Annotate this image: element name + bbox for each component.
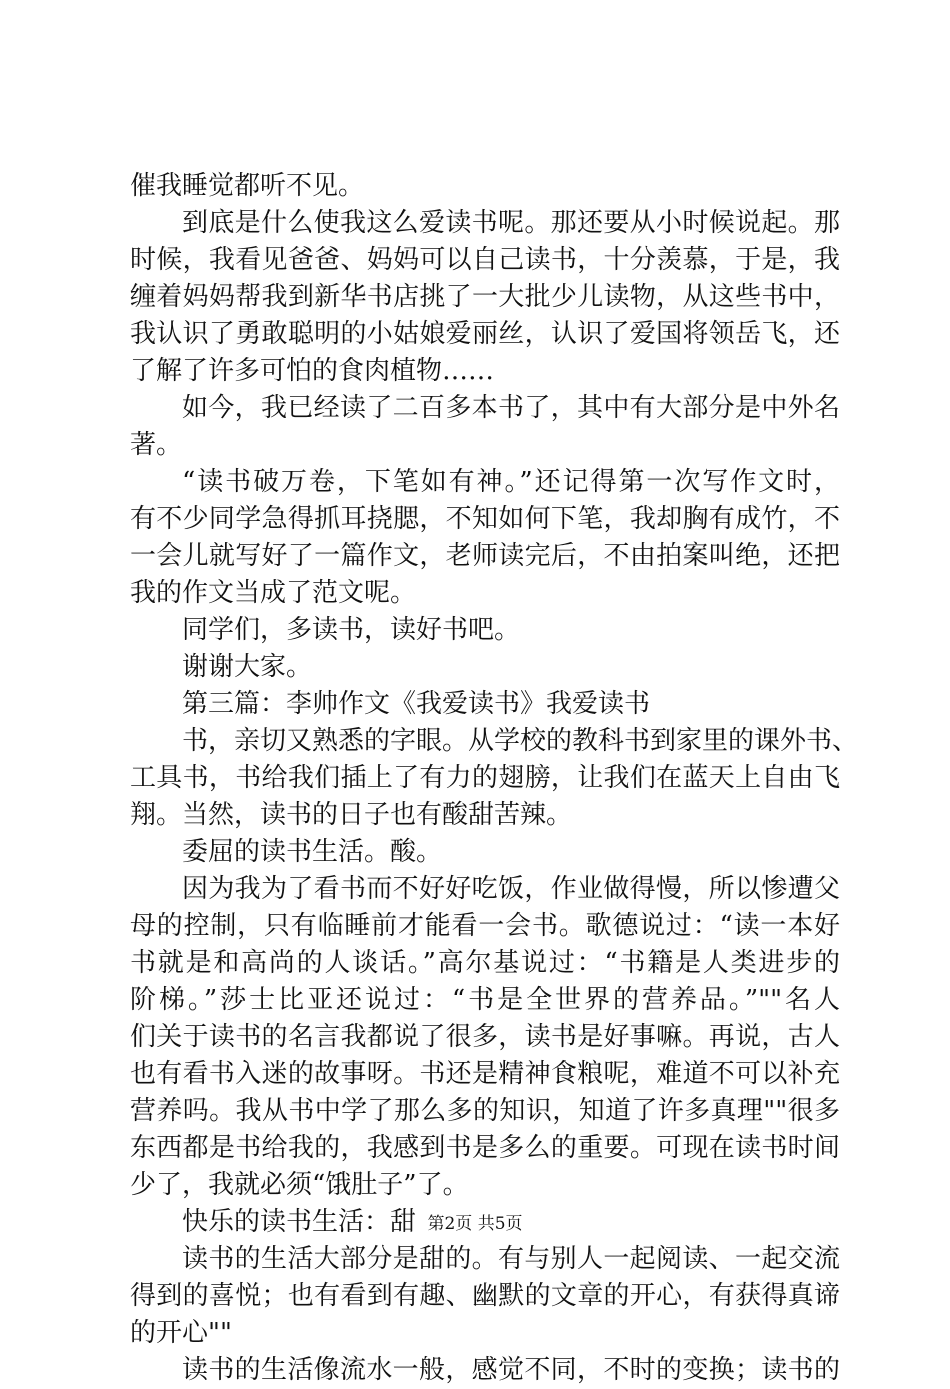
document-body	[130, 168, 859, 1389]
page-number-footer: 第2页 共5页	[427, 1214, 523, 1234]
paragraph-line: 时候，我看见爸爸、妈妈可以自己读书，十分羡慕，于是，我	[130, 245, 840, 275]
paragraph-line: 东西都是书给我的，我感到书是多么的重要。可现在读书时间	[130, 1133, 840, 1163]
paragraph-line: 委屈的读书生活。酸。	[182, 837, 443, 867]
paragraph-line: 著。	[130, 430, 183, 460]
paragraph-line: 营养吗。我从书中学了那么多的知识，知道了许多真理""很多	[130, 1096, 840, 1126]
paragraph-line: 一会儿就写好了一篇作文，老师读完后，不由拍案叫绝，还把	[130, 541, 840, 571]
paragraph-line: 我认识了勇敢聪明的小姑娘爱丽丝，认识了爱国将领岳飞，还	[130, 319, 840, 349]
paragraph-line: 也有看书入迷的故事呀。书还是精神食粮呢，难道不可以补充	[130, 1059, 840, 1089]
paragraph-line: 们关于读书的名言我都说了很多，读书是好事嘛。再说，古人	[130, 1022, 840, 1052]
paragraph-line: 母的控制，只有临睡前才能看一会书。歌德说过：“读一本好	[130, 911, 840, 941]
paragraph-line: 阶梯。”莎士比亚还说过：“书是全世界的营养品。”""名人	[130, 985, 840, 1015]
paragraph-line: 缠着妈妈帮我到新华书店挑了一大批少儿读物，从这些书中，	[130, 282, 840, 312]
paragraph-line: 了解了许多可怕的食肉植物……	[130, 356, 495, 386]
section-heading: 第三篇：李帅作文《我爱读书》我爱读书	[182, 689, 651, 719]
paragraph-line: 催我睡觉都听不见。	[130, 171, 365, 201]
paragraph-line: 因为我为了看书而不好好吃饭，作业做得慢，所以惨遭父	[182, 874, 840, 904]
paragraph-line: 书，亲切又熟悉的字眼。从学校的教科书到家里的课外书、	[182, 726, 859, 756]
paragraph-line: 如今，我已经读了二百多本书了，其中有大部分是中外名	[182, 393, 840, 423]
paragraph-line: 工具书，书给我们插上了有力的翅膀，让我们在蓝天上自由飞	[130, 763, 840, 793]
paragraph-line: 我的作文当成了范文呢。	[130, 578, 417, 608]
paragraph-line: “读书破万卷，下笔如有神。”还记得第一次写作文时，	[182, 467, 840, 497]
paragraph-line: 翔。当然，读书的日子也有酸甜苦辣。	[130, 800, 573, 830]
paragraph-line: 书就是和高尚的人谈话。”高尔基说过：“书籍是人类进步的	[130, 948, 840, 978]
paragraph-line: 有不少同学急得抓耳挠腮，不知如何下笔，我却胸有成竹，不	[130, 504, 840, 534]
paragraph-line: 的开心""	[130, 1318, 232, 1348]
paragraph-line: 到底是什么使我这么爱读书呢。那还要从小时候说起。那	[182, 208, 840, 238]
paragraph-line: 快乐的读书生活：甜	[182, 1207, 417, 1237]
paragraph-line: 读书的生活大部分是甜的。有与别人一起阅读、一起交流	[182, 1244, 840, 1274]
paragraph-line: 同学们，多读书，读好书吧。	[182, 615, 521, 645]
paragraph-line: 得到的喜悦；也有看到有趣、幽默的文章的开心，有获得真谛	[130, 1281, 840, 1311]
paragraph-line: 读书的生活像流水一般，感觉不同，不时的变换；读书的	[182, 1355, 840, 1385]
paragraph-line: 谢谢大家。	[182, 652, 313, 682]
paragraph-line: 少了，我就必须“饿肚子”了。	[130, 1170, 469, 1200]
